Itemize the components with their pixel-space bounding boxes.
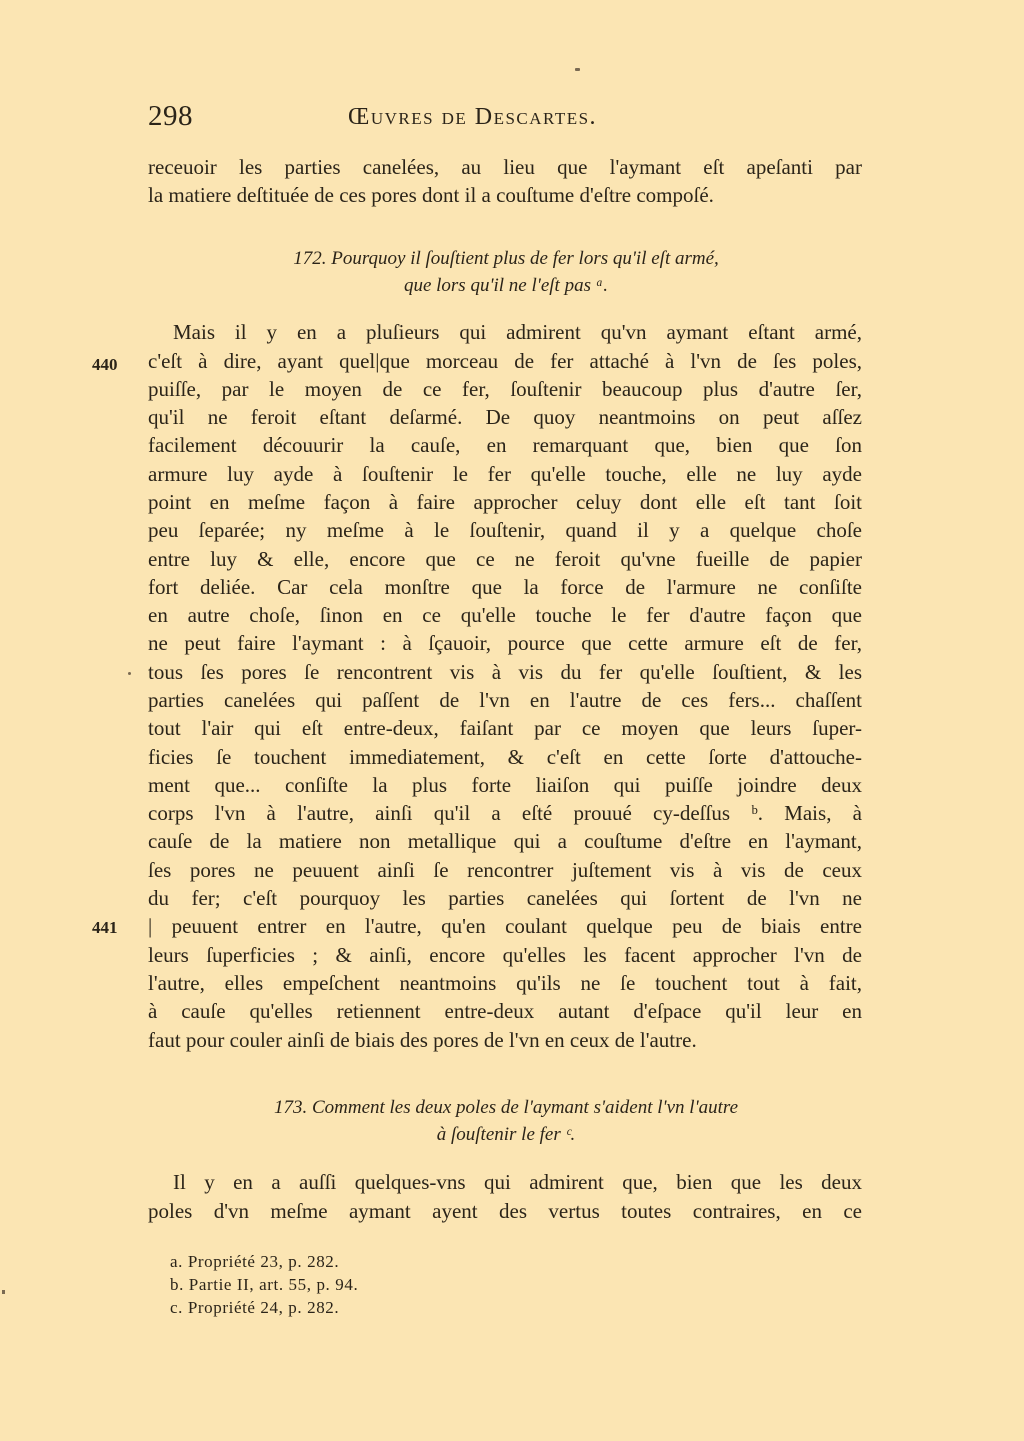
page-header — [148, 100, 864, 140]
text-line: parties canelées qui paſſent de l'vn en l'autre de ces fers... chaſſent — [148, 688, 862, 712]
text-line: facilement découurir la cauſe, en remarquant que, bien que ſon — [148, 433, 862, 457]
text-line: armure luy ayde à ſouſtenir le fer qu'elle touche, elle ne luy ayde — [148, 462, 862, 486]
running-title: Œuvres de Descartes. — [348, 104, 598, 130]
text-line: du fer; c'eſt pourquoy les parties canelées qui ſortent de l'vn ne — [148, 886, 862, 910]
text-line: l'autre, elles empeſchent neantmoins qu'ils ne ſe touchent tout à fait, — [148, 971, 862, 995]
text-line: receuoir les parties canelées, au lieu que l'aymant eſt apeſanti par — [148, 155, 862, 179]
text-line: la matiere deſtituée de ces pores dont il a couſtume d'eſtre compoſé. — [148, 183, 714, 207]
text-line: Il y en a auſſi quelques-vns qui admirent que, bien que les deux — [173, 1170, 862, 1194]
footnote: b. Partie II, art. 55, p. 94. — [170, 1275, 359, 1294]
margin-number: 441 — [92, 918, 118, 937]
section-heading: que lors qu'il ne l'eſt pas ᵃ. — [403, 275, 609, 296]
text-line: fort deliée. Car cela monſtre que la force de l'armure ne conſiſte — [148, 575, 862, 599]
section-heading: 173. Comment les deux poles de l'aymant s'aident l'vn l'autre — [273, 1097, 739, 1118]
section-heading: 172. Pourquoy il ſouſtient plus de fer lors qu'il eſt armé, — [293, 248, 719, 269]
text-line: à cauſe qu'elles retiennent entre-deux autant d'eſpace qu'il leur en — [148, 999, 862, 1023]
text-line: puiſſe, par le moyen de ce fer, ſouſtenir beaucoup plus d'autre ſer, — [148, 377, 862, 401]
text-line: en autre choſe, ſinon en ce qu'elle touche le fer d'autre façon que — [148, 603, 862, 627]
text-line: ment que... conſiſte la plus forte liaiſon qui puiſſe joindre deux — [148, 773, 862, 797]
speck-mark — [128, 672, 131, 675]
footnote: a. Propriété 23, p. 282. — [170, 1252, 340, 1271]
text-line: qu'il ne feroit eſtant deſarmé. De quoy neantmoins on peut aſſez — [148, 405, 862, 429]
speck-mark — [575, 68, 580, 71]
footnotes — [170, 1250, 358, 1319]
text-line: ſes pores ne peuuent ainſi ſe rencontrer juſtement vis à vis de ceux — [148, 858, 862, 882]
speck-mark — [2, 1290, 5, 1294]
text-line: ne peut faire l'aymant : à ſçauoir, pource que cette armure eſt de fer, — [148, 631, 862, 655]
text-line: tout l'air qui eſt entre-deux, faiſant par ce moyen que leurs ſuper- — [148, 716, 862, 740]
page-number: 298 — [148, 100, 193, 132]
text-line: | peuuent entrer en l'autre, qu'en coulant quelque peu de biais entre — [148, 914, 862, 938]
text-line: poles d'vn meſme aymant ayent des vertus toutes contraires, en ce — [148, 1199, 862, 1223]
text-line: leurs ſuperficies ; & ainſi, encore qu'elles les facent approcher l'vn de — [148, 943, 862, 967]
text-line: point en meſme façon à faire approcher celuy dont elle eſt tant ſoit — [148, 490, 862, 514]
text-line: peu ſeparée; ny meſme à le ſouſtenir, quand il y a quelque choſe — [148, 518, 862, 542]
text-line: faut pour couler ainſi de biais des pores de l'vn en ceux de l'autre. — [148, 1028, 697, 1052]
margin-number: 440 — [92, 355, 118, 374]
text-line: c'eſt à dire, ayant quel|que morceau de fer attaché à l'vn de ſes poles, — [148, 349, 862, 373]
text-line: corps l'vn à l'autre, ainſi qu'il a eſté prouué cy-deſſus ᵇ. Mais, à — [148, 801, 862, 825]
text-line: tous ſes pores ſe rencontrent vis à vis du fer qu'elle ſouſtient, & les — [148, 660, 862, 684]
section-heading: à ſouſtenir le fer ᶜ. — [436, 1124, 576, 1145]
text-line: cauſe de la matiere non metallique qui a couſtume d'eſtre en l'aymant, — [148, 829, 862, 853]
text-line: entre luy & elle, encore que ce ne feroit qu'vne fueille de papier — [148, 547, 862, 571]
text-line: ficies ſe touchent immediatement, & c'eſt en cette ſorte d'attouche- — [148, 745, 862, 769]
text-line: Mais il y en a pluſieurs qui admirent qu'vn aymant eſtant armé, — [173, 320, 862, 344]
footnote: c. Propriété 24, p. 282. — [170, 1298, 340, 1317]
